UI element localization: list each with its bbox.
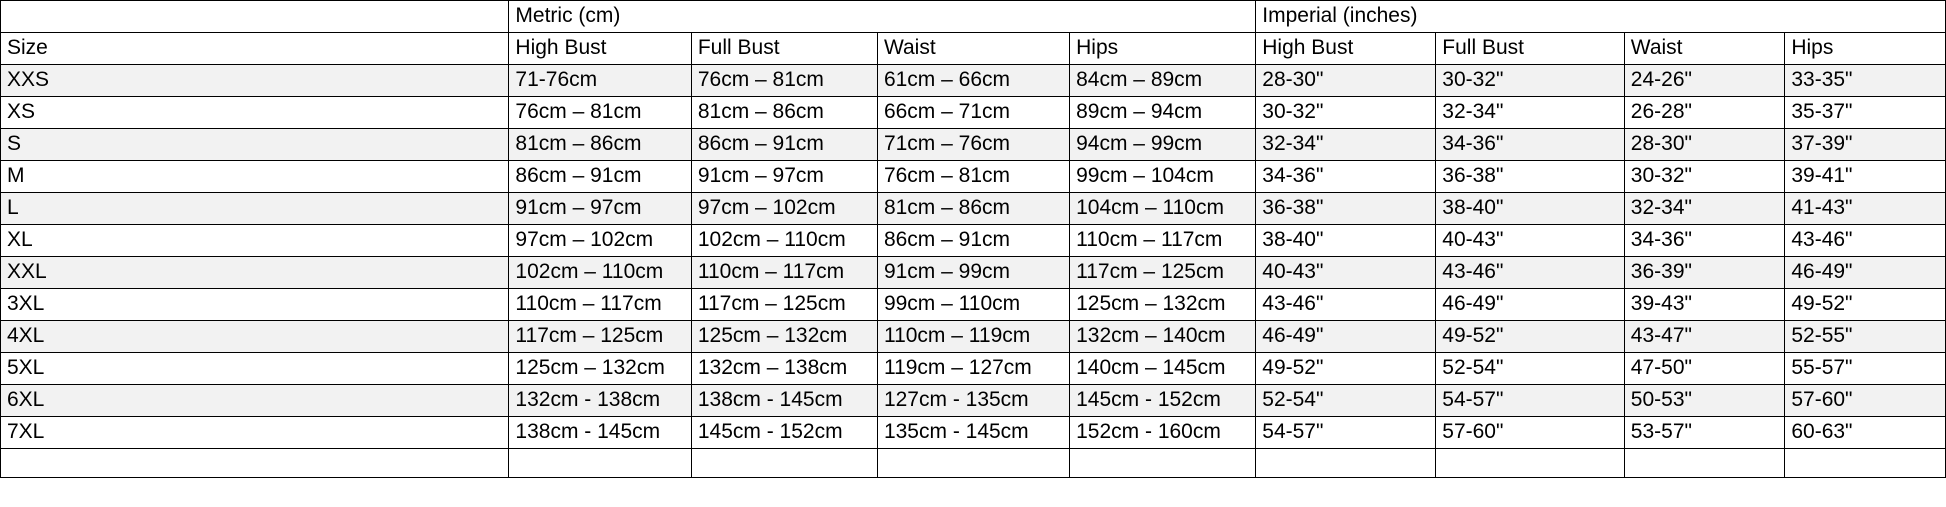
cell-size: XS <box>1 97 509 129</box>
cell-imperial-high-bust: 32-34" <box>1256 129 1436 161</box>
cell-metric-full-bust: 91cm – 97cm <box>691 161 877 193</box>
group-header-blank <box>1 1 509 33</box>
table-row <box>1 353 1946 385</box>
cell-metric-full-bust: 81cm – 86cm <box>691 97 877 129</box>
cell-imperial-hips: 33-35" <box>1785 65 1946 97</box>
table-row <box>1 65 1946 97</box>
cell-imperial-full-bust: 32-34" <box>1436 97 1625 129</box>
cell-metric-full-bust: 76cm – 81cm <box>691 65 877 97</box>
table-row <box>1 225 1946 257</box>
cell-imperial-hips: 49-52" <box>1785 289 1946 321</box>
group-header-imperial: Imperial (inches) <box>1256 1 1946 33</box>
cell-metric-full-bust: 97cm – 102cm <box>691 193 877 225</box>
cell-imperial-high-bust: 36-38" <box>1256 193 1436 225</box>
cell-metric-waist: 66cm – 71cm <box>877 97 1069 129</box>
column-header-metric-full-bust: Full Bust <box>691 33 877 65</box>
cell-metric-high-bust: 138cm - 145cm <box>509 417 691 449</box>
column-header-row <box>1 33 1946 65</box>
bottom-edge-i4 <box>1785 449 1946 478</box>
cell-imperial-hips: 35-37" <box>1785 97 1946 129</box>
column-header-metric-waist: Waist <box>877 33 1069 65</box>
bottom-edge-m3 <box>877 449 1069 478</box>
cell-imperial-waist: 43-47" <box>1624 321 1785 353</box>
cell-imperial-high-bust: 54-57" <box>1256 417 1436 449</box>
cell-metric-high-bust: 91cm – 97cm <box>509 193 691 225</box>
cell-imperial-hips: 41-43" <box>1785 193 1946 225</box>
cell-metric-high-bust: 125cm – 132cm <box>509 353 691 385</box>
cell-imperial-high-bust: 34-36" <box>1256 161 1436 193</box>
cell-metric-high-bust: 81cm – 86cm <box>509 129 691 161</box>
cell-imperial-high-bust: 43-46" <box>1256 289 1436 321</box>
cell-imperial-hips: 39-41" <box>1785 161 1946 193</box>
group-header-row <box>1 1 1946 33</box>
cell-metric-high-bust: 117cm – 125cm <box>509 321 691 353</box>
cell-metric-waist: 127cm - 135cm <box>877 385 1069 417</box>
cell-imperial-high-bust: 28-30" <box>1256 65 1436 97</box>
table-row <box>1 193 1946 225</box>
cell-imperial-full-bust: 36-38" <box>1436 161 1625 193</box>
column-header-imperial-waist: Waist <box>1624 33 1785 65</box>
cell-size: 4XL <box>1 321 509 353</box>
cell-imperial-full-bust: 54-57" <box>1436 385 1625 417</box>
cell-metric-waist: 71cm – 76cm <box>877 129 1069 161</box>
cell-metric-high-bust: 86cm – 91cm <box>509 161 691 193</box>
table-bottom-edge <box>1 449 1946 478</box>
cell-imperial-full-bust: 46-49" <box>1436 289 1625 321</box>
cell-metric-hips: 132cm – 140cm <box>1070 321 1256 353</box>
cell-imperial-waist: 47-50" <box>1624 353 1785 385</box>
table-row <box>1 385 1946 417</box>
group-header-metric: Metric (cm) <box>509 1 1256 33</box>
cell-imperial-full-bust: 40-43" <box>1436 225 1625 257</box>
cell-metric-full-bust: 102cm – 110cm <box>691 225 877 257</box>
column-header-imperial-full-bust: Full Bust <box>1436 33 1625 65</box>
column-header-imperial-high-bust: High Bust <box>1256 33 1436 65</box>
cell-imperial-high-bust: 30-32" <box>1256 97 1436 129</box>
cell-imperial-hips: 46-49" <box>1785 257 1946 289</box>
bottom-edge-i1 <box>1256 449 1436 478</box>
cell-imperial-waist: 28-30" <box>1624 129 1785 161</box>
cell-metric-hips: 145cm - 152cm <box>1070 385 1256 417</box>
cell-metric-waist: 76cm – 81cm <box>877 161 1069 193</box>
cell-size: S <box>1 129 509 161</box>
cell-imperial-full-bust: 57-60" <box>1436 417 1625 449</box>
cell-size: 3XL <box>1 289 509 321</box>
cell-metric-full-bust: 138cm - 145cm <box>691 385 877 417</box>
bottom-edge-m4 <box>1070 449 1256 478</box>
cell-metric-full-bust: 125cm – 132cm <box>691 321 877 353</box>
cell-metric-full-bust: 145cm - 152cm <box>691 417 877 449</box>
cell-imperial-high-bust: 40-43" <box>1256 257 1436 289</box>
cell-metric-hips: 152cm - 160cm <box>1070 417 1256 449</box>
cell-metric-full-bust: 110cm – 117cm <box>691 257 877 289</box>
cell-metric-waist: 81cm – 86cm <box>877 193 1069 225</box>
cell-size: XXS <box>1 65 509 97</box>
cell-metric-hips: 110cm – 117cm <box>1070 225 1256 257</box>
cell-metric-high-bust: 97cm – 102cm <box>509 225 691 257</box>
bottom-edge-i3 <box>1624 449 1785 478</box>
cell-imperial-full-bust: 52-54" <box>1436 353 1625 385</box>
bottom-edge-m1 <box>509 449 691 478</box>
cell-imperial-high-bust: 49-52" <box>1256 353 1436 385</box>
cell-size: L <box>1 193 509 225</box>
cell-imperial-high-bust: 52-54" <box>1256 385 1436 417</box>
table-row <box>1 129 1946 161</box>
table-row <box>1 289 1946 321</box>
cell-metric-high-bust: 132cm - 138cm <box>509 385 691 417</box>
cell-metric-waist: 135cm - 145cm <box>877 417 1069 449</box>
cell-metric-waist: 110cm – 119cm <box>877 321 1069 353</box>
cell-metric-hips: 84cm – 89cm <box>1070 65 1256 97</box>
cell-imperial-full-bust: 43-46" <box>1436 257 1625 289</box>
size-chart-body <box>1 65 1946 478</box>
cell-metric-hips: 89cm – 94cm <box>1070 97 1256 129</box>
table-row <box>1 97 1946 129</box>
cell-imperial-waist: 36-39" <box>1624 257 1785 289</box>
cell-imperial-waist: 26-28" <box>1624 97 1785 129</box>
cell-imperial-hips: 37-39" <box>1785 129 1946 161</box>
cell-metric-waist: 61cm – 66cm <box>877 65 1069 97</box>
column-header-size: Size <box>1 33 509 65</box>
cell-imperial-waist: 34-36" <box>1624 225 1785 257</box>
column-header-metric-high-bust: High Bust <box>509 33 691 65</box>
cell-imperial-hips: 52-55" <box>1785 321 1946 353</box>
cell-size: XXL <box>1 257 509 289</box>
cell-imperial-hips: 57-60" <box>1785 385 1946 417</box>
bottom-edge-m2 <box>691 449 877 478</box>
cell-metric-hips: 104cm – 110cm <box>1070 193 1256 225</box>
cell-imperial-full-bust: 34-36" <box>1436 129 1625 161</box>
cell-size: M <box>1 161 509 193</box>
cell-imperial-full-bust: 38-40" <box>1436 193 1625 225</box>
cell-imperial-waist: 53-57" <box>1624 417 1785 449</box>
cell-imperial-waist: 24-26" <box>1624 65 1785 97</box>
cell-metric-waist: 99cm – 110cm <box>877 289 1069 321</box>
cell-metric-high-bust: 102cm – 110cm <box>509 257 691 289</box>
cell-metric-high-bust: 110cm – 117cm <box>509 289 691 321</box>
table-row <box>1 257 1946 289</box>
cell-imperial-waist: 32-34" <box>1624 193 1785 225</box>
cell-imperial-waist: 39-43" <box>1624 289 1785 321</box>
cell-imperial-high-bust: 38-40" <box>1256 225 1436 257</box>
cell-imperial-hips: 55-57" <box>1785 353 1946 385</box>
cell-metric-waist: 86cm – 91cm <box>877 225 1069 257</box>
cell-metric-full-bust: 132cm – 138cm <box>691 353 877 385</box>
cell-metric-high-bust: 76cm – 81cm <box>509 97 691 129</box>
cell-imperial-full-bust: 30-32" <box>1436 65 1625 97</box>
cell-imperial-high-bust: 46-49" <box>1256 321 1436 353</box>
table-row <box>1 161 1946 193</box>
cell-metric-high-bust: 71-76cm <box>509 65 691 97</box>
cell-size: 7XL <box>1 417 509 449</box>
cell-imperial-hips: 43-46" <box>1785 225 1946 257</box>
cell-metric-waist: 119cm – 127cm <box>877 353 1069 385</box>
cell-metric-full-bust: 117cm – 125cm <box>691 289 877 321</box>
cell-imperial-full-bust: 49-52" <box>1436 321 1625 353</box>
cell-metric-hips: 117cm – 125cm <box>1070 257 1256 289</box>
cell-imperial-waist: 30-32" <box>1624 161 1785 193</box>
cell-imperial-waist: 50-53" <box>1624 385 1785 417</box>
cell-size: 5XL <box>1 353 509 385</box>
cell-size: XL <box>1 225 509 257</box>
cell-metric-hips: 125cm – 132cm <box>1070 289 1256 321</box>
cell-size: 6XL <box>1 385 509 417</box>
cell-metric-hips: 140cm – 145cm <box>1070 353 1256 385</box>
bottom-edge-i2 <box>1436 449 1625 478</box>
cell-metric-full-bust: 86cm – 91cm <box>691 129 877 161</box>
column-header-imperial-hips: Hips <box>1785 33 1946 65</box>
cell-imperial-hips: 60-63" <box>1785 417 1946 449</box>
cell-metric-waist: 91cm – 99cm <box>877 257 1069 289</box>
cell-metric-hips: 99cm – 104cm <box>1070 161 1256 193</box>
bottom-edge-size <box>1 449 509 478</box>
cell-metric-hips: 94cm – 99cm <box>1070 129 1256 161</box>
table-row <box>1 417 1946 449</box>
column-header-metric-hips: Hips <box>1070 33 1256 65</box>
table-row <box>1 321 1946 353</box>
